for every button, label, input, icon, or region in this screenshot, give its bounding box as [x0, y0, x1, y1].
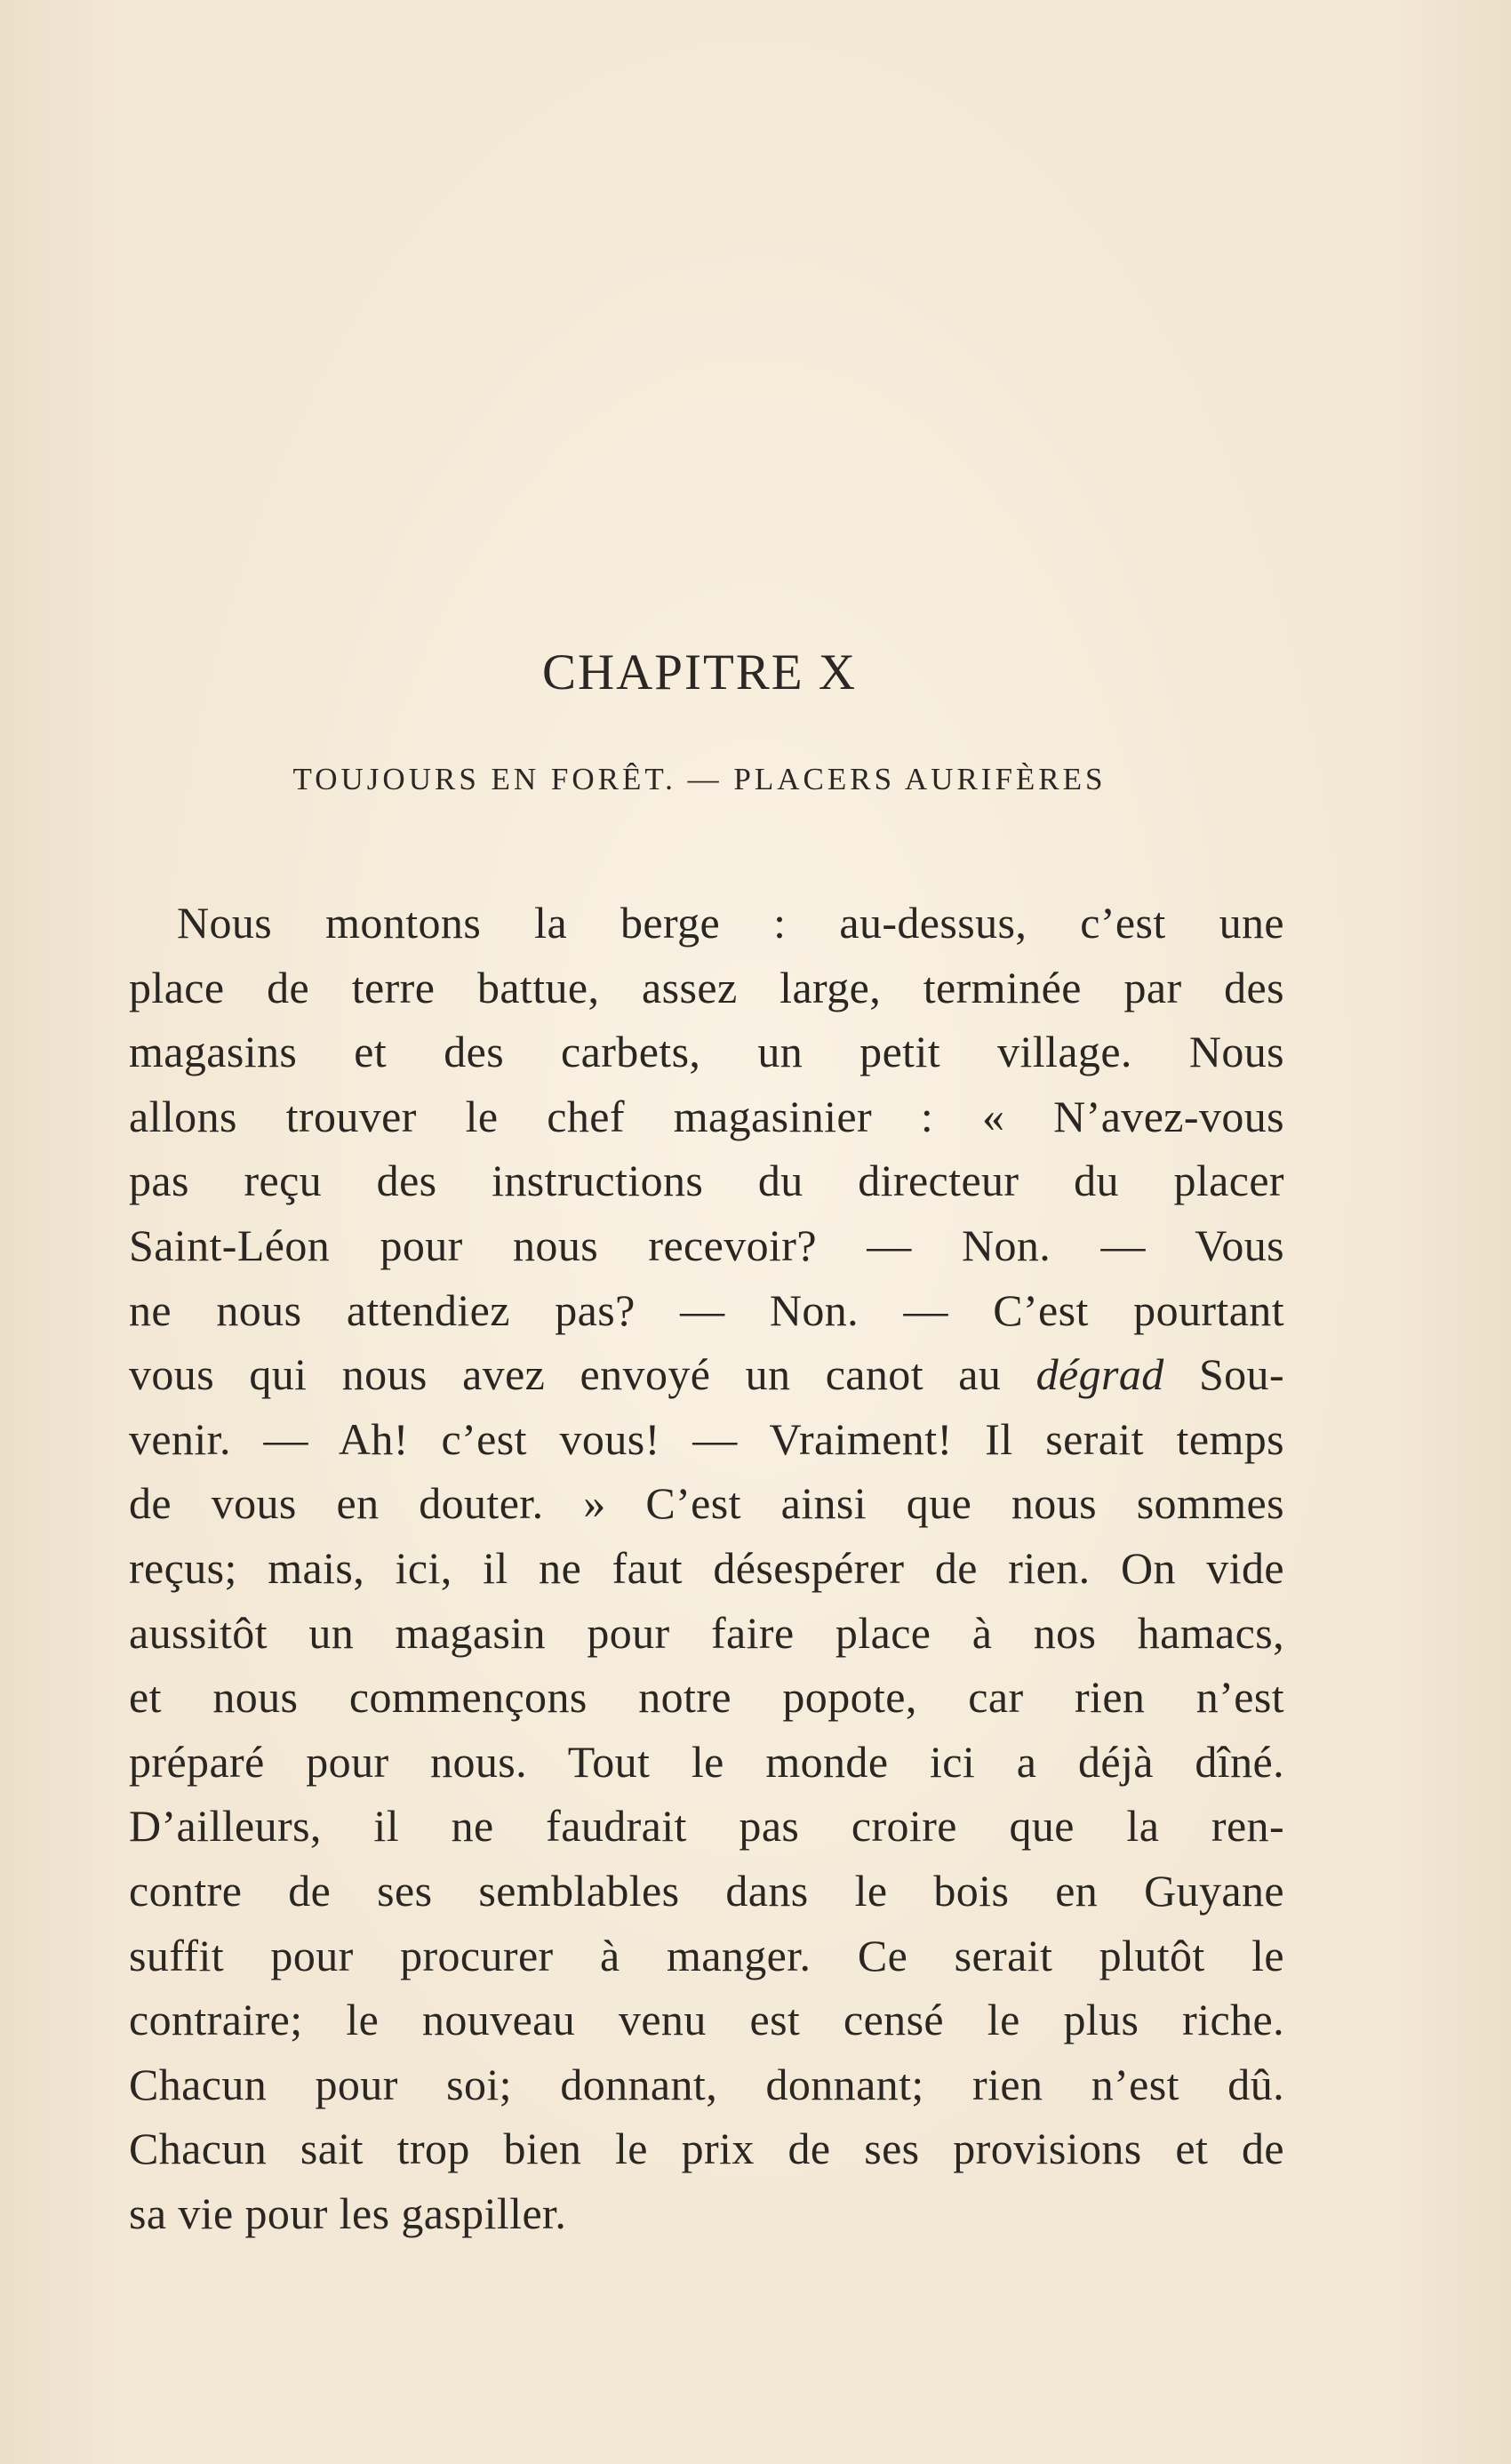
text-line: sa vie pour les gaspiller. — [129, 2188, 567, 2238]
text-line — [129, 1342, 1284, 1407]
text-line-tail: Sou- — [1198, 1349, 1284, 1400]
text-line: Saint-Léon pour nous recevoir? — Non. — Vous — [129, 1220, 1284, 1270]
text-line: préparé pour nous. Tout le monde ici a déjà dîné. — [129, 1736, 1284, 1787]
text-line: pas reçu des instructions du directeur du placer — [129, 1156, 1284, 1206]
text-line: suffit pour procurer à manger. Ce serait plutôt le — [129, 1930, 1284, 1980]
text-line: Nous montons la berge : au-dessus, c’est une — [177, 898, 1284, 948]
text-line: venir. — Ah! c’est vous! — Vraiment! Il serait temps — [129, 1413, 1284, 1464]
chapter-title: CHAPITRE X — [541, 644, 858, 700]
text-line: et nous commençons notre popote, car rien n’est — [129, 1672, 1284, 1723]
text-line: aussitôt un magasin pour faire place à nos hamacs, — [129, 1607, 1284, 1658]
text-line: Chacun pour soi; donnant, donnant; rien n’est dû. — [129, 2059, 1284, 2109]
text-line: reçus; mais, ici, il ne faut désespérer de rien. On vide — [129, 1542, 1284, 1593]
text-line: magasins et des carbets, un petit village. Nous — [129, 1027, 1284, 1077]
chapter-body — [129, 891, 1284, 2245]
text-line: D’ailleurs, il ne faudrait pas croire que la ren- — [129, 1801, 1284, 1852]
text-line: ne nous attendiez pas? — Non. — C’est pourtant — [129, 1284, 1284, 1335]
text-line: place de terre battue, assez large, terminée par des — [129, 962, 1284, 1012]
text-line: contre de ses semblables dans le bois en Guyane — [129, 1865, 1284, 1916]
text-line: allons trouver le chef magasinier : « N’avez-vous — [129, 1091, 1284, 1141]
chapter-subtitle: TOUJOURS EN FORÊT. — PLACERS AURIFÈRES — [292, 762, 1107, 796]
text-line: Chacun sait trop bien le prix de ses provisions et de — [129, 2124, 1284, 2174]
italic-term: dégrad — [1035, 1349, 1164, 1400]
text-line-lead: vous qui nous avez envoyé un canot au — [129, 1349, 1002, 1400]
text-line: de vous en douter. » C’est ainsi que nous sommes — [129, 1478, 1284, 1529]
text-line: contraire; le nouveau venu est censé le plus riche. — [129, 1995, 1284, 2045]
